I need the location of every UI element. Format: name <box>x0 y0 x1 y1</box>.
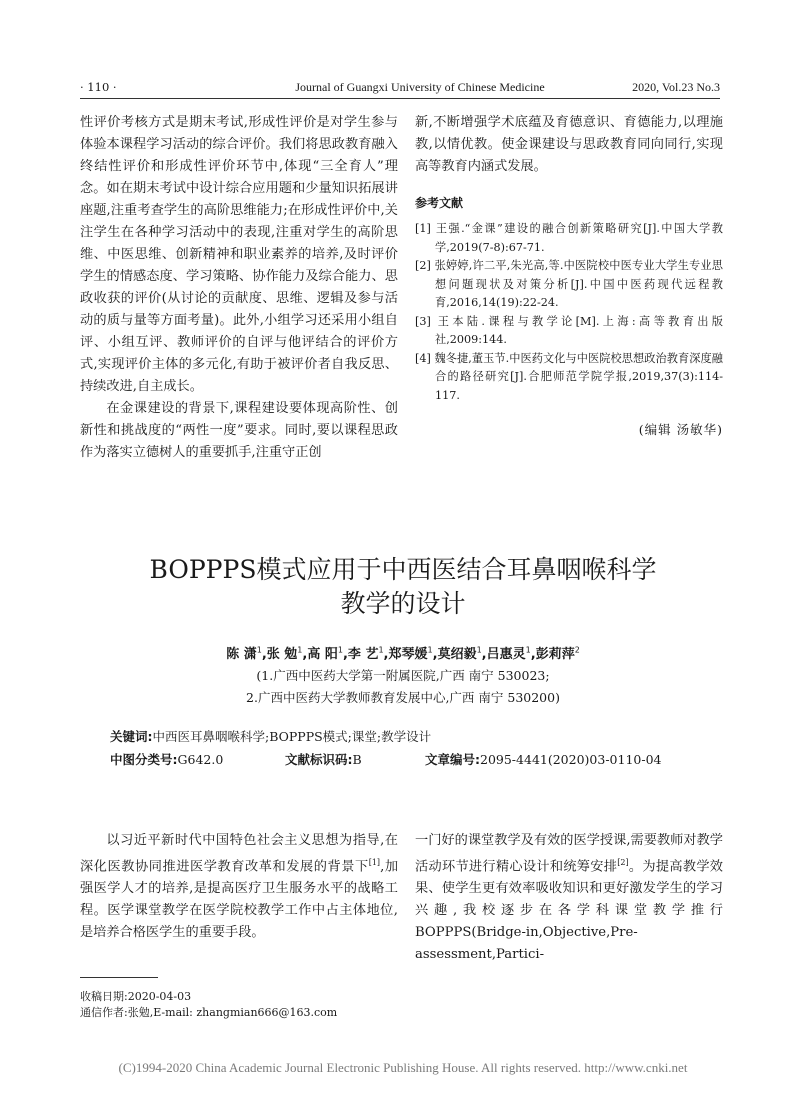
prev-article-left-column <box>80 112 398 464</box>
author-affiliation-mark: 1 <box>256 645 262 655</box>
author: 莫绍毅 <box>437 647 477 662</box>
body-left-column <box>80 830 398 944</box>
author: 张 勉 <box>266 647 298 662</box>
page-number: · 110 · <box>80 80 117 94</box>
citation: [2] <box>617 858 629 867</box>
author-affiliation-mark: 1 <box>476 645 482 655</box>
title-line-1: BOPPPS模式应用于中西医结合耳鼻咽喉科学 <box>149 555 657 584</box>
keywords-label: 关键词: <box>110 729 153 744</box>
prev-paragraph-1: 性评价考核方式是期末考试,形成性评价是对学生参与体验本课程学习活动的综合评价。我们将思政教育融入终结性评价和形成性评价环节中,体现“三全育人”理念。如在期末考试中设计综合应用题和少量知识拓展讲座题,注重考查学生的高阶思维能力;在形成性评价中,关注学生在各种学习活动中的表现,注重对学生的高阶思维、中医思维、创新精神和职业素养的培养,及时评价学生的情感态度、学习策略、协作能力及综合能力、思政收获的评价(从讨论的贡献度、思维、逻辑及参与活动的质与量等方面考量)。此外,小组学习还采用小组自评、小组互评、教师评价的自评与他评结合的评价方式,实现评价主体的多元化,有助于被评价者自我反思、持续改进,自主成长。 <box>80 115 398 394</box>
keywords-line <box>110 727 431 745</box>
reference-item: [1] 王强.“金课”建设的融合创新策略研究[J].中国大学教学,2019(7-8):67-71. <box>415 222 723 254</box>
affiliation-1: (1.广西中医药大学第一附属医院,广西 南宁 530023; <box>256 668 550 683</box>
body-paragraph-2: 一门好的课堂教学及有效的医学授课,需要教师对教学活动环节进行精心设计和统筹安排[2]。为提高教学效果、使学生更有效率吸收知识和更好激发学生的学习兴趣,我校逐步在各学科课堂教学推行BOPPPS(Bridge-in,Objective,Pre-assessment,Partici- <box>415 833 723 963</box>
citation: [1] <box>368 858 381 867</box>
prev-article-right-column <box>415 112 723 441</box>
author: 吕惠灵 <box>486 647 526 662</box>
doc-code-label: 文献标识码: <box>285 752 353 767</box>
article-number: 2095-4441(2020)03-0110-04 <box>480 752 662 767</box>
body-paragraph-1: 以习近平新时代中国特色社会主义思想为指导,在深化医教协同推进医学教育改革和发展的背景下[1],加强医学人才的培养,是提高医疗卫生服务水平的战略工程。医学课堂教学在医学院校教学工作中占主体地位,是培养合格医学生的重要手段。 <box>80 833 399 941</box>
keywords: 中西医耳鼻咽喉科学;BOPPPS模式;课堂;教学设计 <box>152 729 432 744</box>
header-rule <box>80 98 720 99</box>
article-number-line <box>425 750 661 768</box>
copyright-footer: (C)1994-2020 China Academic Journal Electronic Publishing House. All rights reserved. http://www.cnki.net <box>118 1060 688 1075</box>
reference-item: [4] 魏冬捷,董玉节.中医药文化与中医院校思想政治教育深度融合的路径研究[J].合肥师范学院学报,2019,37(3):114-117. <box>415 351 723 402</box>
running-header <box>80 78 720 98</box>
title-line-2: 教学的设计 <box>340 589 466 618</box>
author-affiliation-mark: 1 <box>378 645 384 655</box>
journal-name: Journal of Guangxi University of Chinese Medicine <box>295 80 545 94</box>
author-affiliation-mark: 1 <box>297 645 303 655</box>
author-affiliation-mark: 2 <box>574 645 580 655</box>
article-number-label: 文章编号: <box>425 752 480 767</box>
affiliations <box>80 665 726 709</box>
references-heading: 参考文献 <box>415 196 464 210</box>
affiliation-2: 2.广西中医药大学教师教育发展中心,广西 南宁 530200) <box>246 690 560 705</box>
author-list: 陈 潇$^1$,张 勉$^1$,高 阳$^1$,李 艺$^1$,郑琴媛$^1$,莫绍毅$^1$,吕惠灵$^1$,彭莉萍$^2$ <box>226 645 580 662</box>
footnote-rule <box>80 977 158 978</box>
editor-note: (编辑 汤敏华) <box>638 422 723 437</box>
article-title <box>80 553 726 621</box>
author: 彭莉萍 <box>535 647 575 662</box>
author: 高 阳 <box>307 647 338 662</box>
reference-item: [2] 张婷婷,许二平,朱光高,等.中医院校中医专业大学生专业思想问题现状及对策分析[J].中国中医药现代远程教育,2016,14(19):22-24. <box>415 259 723 309</box>
doc-code-line <box>285 750 362 768</box>
author: 陈 潇 <box>226 647 257 662</box>
corresponding-author: 通信作者:张勉,E-mail: zhangmian666@163.com <box>80 1006 338 1019</box>
volume-issue: 2020, Vol.23 No.3 <box>632 80 720 94</box>
clc-number: G642.0 <box>177 752 224 767</box>
prev-paragraph-3: 新,不断增强学术底蕴及育德意识、育德能力,以理施教,以情优教。使金课建设与思政教育同向同行,实现高等教育内涵式发展。 <box>415 115 723 174</box>
author-affiliation-mark: 1 <box>525 645 531 655</box>
clc-label: 中图分类号: <box>110 752 178 767</box>
clc-line <box>110 750 223 768</box>
prev-paragraph-2: 在金课建设的背景下,课程建设要体现高阶性、创新性和挑战度的“两性一度”要求。同时,要以课程思政作为落实立德树人的重要抓手,注重守正创 <box>80 401 398 460</box>
author: 李 艺 <box>347 647 379 662</box>
received-date: 收稿日期:2020-04-03 <box>80 990 192 1003</box>
doc-code: B <box>352 752 362 767</box>
body-right-column <box>415 830 723 966</box>
reference-item: [3] 王本陆.课程与教学论[M].上海:高等教育出版社,2009:144. <box>415 314 723 346</box>
author-affiliation-mark: 1 <box>337 645 343 655</box>
author: 郑琴媛 <box>388 647 428 662</box>
author-affiliation-mark: 1 <box>427 645 433 655</box>
